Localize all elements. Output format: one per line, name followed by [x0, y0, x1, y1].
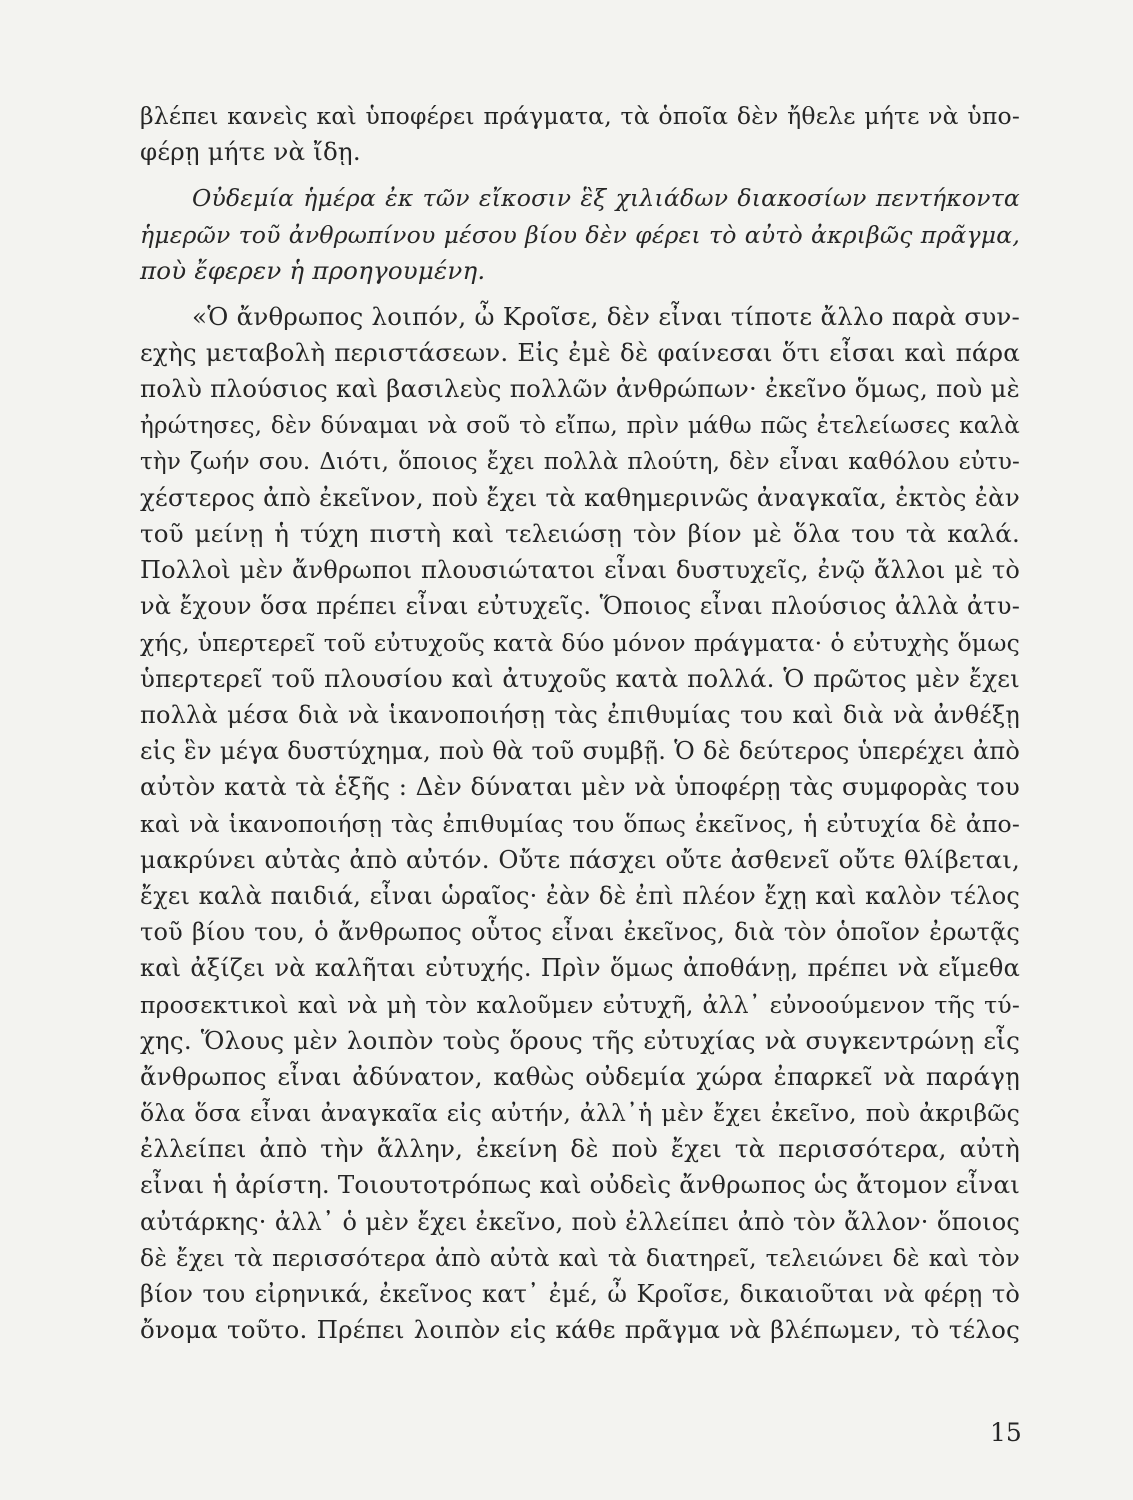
text-line: φέρῃ μήτε νὰ ἴδῃ. [140, 137, 361, 167]
text-line: ἔχει καλὰ παιδιά, εἶναι ὡραῖος· ἐὰν δὲ ἐπὶ πλέον ἔχῃ καὶ καλὸν τέλος [140, 881, 1020, 910]
text-line: ὄνομα τοῦτο. Πρέπει λοιπὸν εἰς κάθε πρᾶγμα νὰ βλέπωμεν, τὸ τέλος [140, 1315, 1020, 1345]
text-line: τὴν ζωήν σου. Διότι, ὅποιος ἔχει πολλὰ πλούτη, δὲν εἶναι καθόλου εὐτυ- [140, 448, 1020, 475]
text-line: αὐτὸν κατὰ τὰ ἑξῆς : Δὲν δύναται μὲν νὰ ὑποφέρῃ τὰς συμφορὰς του [140, 772, 1020, 802]
text-line: χής, ὑπερτερεῖ τοῦ εὐτυχοῦς κατὰ δύο μόνον πράγματα· ὁ εὐτυχὴς ὅμως [140, 628, 1020, 657]
text-line: ἄνθρωπος εἶναι ἀδύνατον, καθὼς οὐδεμία χώρα ἐπαρκεῖ νὰ παράγῃ [140, 1061, 1020, 1091]
paragraph [140, 299, 1020, 1348]
text-line: ἐλλείπει ἀπὸ τὴν ἄλλην, ἐκείνη δὲ ποὺ ἔχει τὰ περισσότερα, αὐτὴ [140, 1134, 1020, 1164]
page-number: 15 [990, 1418, 1022, 1447]
text-line: προσεκτικοὶ καὶ νὰ μὴ τὸν καλοῦμεν εὐτυχῆ, ἀλλ᾽ εὐνοούμενον τῆς τύ- [140, 990, 1020, 1019]
text-line: βίον του εἰρηνικά, ἐκεῖνος κατ᾽ ἐμέ, ὦ Κροῖσε, δικαιοῦται νὰ φέρῃ τὸ [140, 1280, 1020, 1308]
text-line: Οὐδεμία ἡμέρα ἐκ τῶν εἴκοσιν ἓξ χιλιάδων διακοσίων πεντήκοντα [192, 184, 1020, 213]
text-line: πολλὰ μέσα διὰ νὰ ἱκανοποιήσῃ τὰς ἐπιθυμίας του καὶ διὰ νὰ ἀνθέξῃ [140, 701, 1020, 729]
text-line: «Ὁ ἄνθρωπος λοιπόν, ὦ Κροῖσε, δὲν εἶναι τίποτε ἄλλο παρὰ συν- [192, 301, 1020, 331]
text-line: ποὺ ἔφερεν ἡ προηγουμένη. [140, 255, 486, 285]
text-line: εἶναι ἡ ἀρίστη. Τοιουτοτρόπως καὶ οὐδεὶς ἄνθρωπος ὡς ἄτομον εἶναι [140, 1170, 1021, 1200]
text-line: δὲ ἔχει τὰ περισσότερα ἀπὸ αὐτὰ καὶ τὰ διατηρεῖ, τελειώνει δὲ καὶ τὸν [140, 1243, 1020, 1272]
text-line: χης. Ὅλους μὲν λοιπὸν τοὺς ὅρους τῆς εὐτυχίας νὰ συγκεντρώνῃ εἷς [140, 1025, 1020, 1055]
text-line: νὰ ἔχουν ὅσα πρέπει εἶναι εὐτυχεῖς. Ὅποιος εἶναι πλούσιος ἀλλὰ ἀτυ- [140, 592, 1020, 621]
text-line: εἰς ἓν μέγα δυστύχημα, ποὺ θὰ τοῦ συμβῇ. Ὁ δὲ δεύτερος ὑπερέχει ἀπὸ [140, 737, 1020, 766]
text-line: εχὴς μεταβολὴ περιστάσεων. Εἰς ἐμὲ δὲ φαίνεσαι ὅτι εἶσαι καὶ πάρα [140, 338, 1020, 368]
text-line: τοῦ βίου του, ὁ ἄνθρωπος οὗτος εἶναι ἐκεῖνος, διὰ τὸν ὁποῖον ἐρωτᾷς [140, 918, 1020, 947]
body-text [140, 98, 1020, 1348]
text-line: ὑπερτερεῖ τοῦ πλουσίου καὶ ἀτυχοῦς κατὰ πολλά. Ὁ πρῶτος μὲν ἔχει [140, 663, 1020, 693]
text-line: μακρύνει αὐτὰς ἀπὸ αὐτόν. Οὔτε πάσχει οὔτε ἀσθενεῖ οὔτε θλίβεται, [140, 844, 1020, 874]
paragraph [140, 98, 1020, 170]
text-line: ἡμερῶν τοῦ ἀνθρωπίνου μέσου βίου δὲν φέρει τὸ αὐτὸ ἀκριβῶς πρᾶγμα, [140, 220, 1020, 249]
text-line: χέστερος ἀπὸ ἐκεῖνον, ποὺ ἔχει τὰ καθημερινῶς ἀναγκαῖα, ἐκτὸς ἐὰν [140, 482, 1020, 512]
text-line: αὐτάρκης· ἀλλ᾽ ὁ μὲν ἔχει ἐκεῖνο, ποὺ ἐλλείπει ἀπὸ τὸν ἄλλον· ὅποιος [140, 1207, 1020, 1236]
text-line: πολὺ πλούσιος καὶ βασιλεὺς πολλῶν ἀνθρώπων· ἐκεῖνο ὅμως, ποὺ μὲ [140, 374, 1020, 404]
text-line: βλέπει κανεὶς καὶ ὑποφέρει πράγματα, τὰ ὁποῖα δὲν ἤθελε μήτε νὰ ὑπο- [140, 102, 1020, 130]
text-line: τοῦ μείνῃ ἡ τύχη πιστὴ καὶ τελειώσῃ τὸν βίον μὲ ὅλα του τὰ καλά. [140, 519, 1020, 549]
text-line: Πολλοὶ μὲν ἄνθρωποι πλουσιώτατοι εἶναι δυστυχεῖς, ἐνῷ ἄλλοι μὲ τὸ [140, 556, 1020, 585]
paragraph [140, 180, 1020, 289]
text-line: ἠρώτησες, δὲν δύναμαι νὰ σοῦ τὸ εἴπω, πρὶν μάθω πῶς ἐτελείωσες καλὰ [140, 412, 1020, 439]
text-line: καὶ ἀξίζει νὰ καλῆται εὐτυχής. Πρὶν ὅμως ἀποθάνῃ, πρέπει νὰ εἴμεθα [140, 954, 1020, 983]
text-line: ὅλα ὅσα εἶναι ἀναγκαῖα εἰς αὐτήν, ἀλλ᾽ἡ μὲν ἔχει ἐκεῖνο, ποὺ ἀκριβῶς [140, 1099, 1020, 1128]
text-line: καὶ νὰ ἱκανοποιήσῃ τὰς ἐπιθυμίας του ὅπως ἐκεῖνος, ἡ εὐτυχία δὲ ἀπο- [140, 809, 1020, 838]
